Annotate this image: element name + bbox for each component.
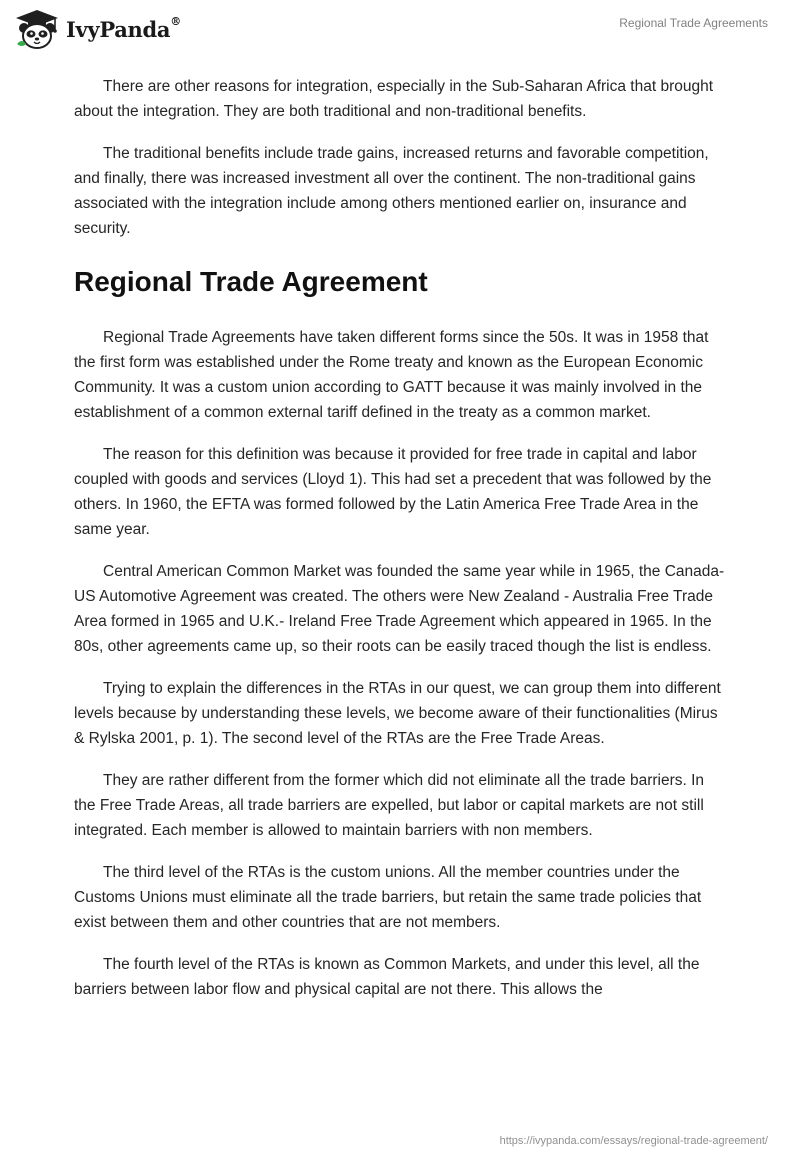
document-title: Regional Trade Agreements [619,16,768,30]
panda-graduate-icon [14,8,60,50]
paragraph: The reason for this definition was because it provided for free trade in capital and labor coupled with goods and services (Lloyd 1). This had set a precedent that was followed by the others. In 1960, the EFTA was formed followed by the Latin America Free Trade Area in the same year. [74,446,712,538]
paragraph: They are rather different from the former which did not eliminate all the trade barriers. In the Free Trade Areas, all trade barriers are expelled, but labor or capital markets are not still integrated. Each member is allowed to maintain barriers with non members. [74,772,705,839]
paragraph: Trying to explain the differences in the RTAs in our quest, we can group them into different levels because by understanding these levels, we become aware of their functionalities (Mirus & Rylska 2001, p. 1). The second level of the RTAs are the Free Trade Areas. [74,680,721,747]
paragraph: Central American Common Market was founded the same year while in 1965, the Canada-US Automotive Agreement was created. The others were New Zealand - Australia Free Trade Area formed in 1965 and U.K.- Ireland Free Trade Agreement which appeared in 1965. In the 80s, other agreements came up, so their roots can be easily traced though the list is endless. [74,563,725,655]
paragraph: The fourth level of the RTAs is known as Common Markets, and under this level, all the barriers between labor flow and physical capital are not there. This allows the [74,956,700,998]
paragraph: The traditional benefits include trade gains, increased returns and favorable competition, and finally, there was increased investment all over the continent. The non-traditional gains associated with the integration include among others mentioned earlier on, insurance and security. [74,145,709,237]
logo[interactable] [14,8,181,50]
section-heading: Regional Trade Agreement [74,266,428,297]
paragraph: Regional Trade Agreements have taken different forms since the 50s. It was in 1958 that the first form was established under the Rome treaty and known as the European Economic Community. It was a custom union according to GATT because it was mainly involved in the establishment of a common external tariff defined in the treaty as a common market. [74,329,709,421]
article-body [74,74,726,1019]
paragraph: The third level of the RTAs is the custom unions. All the member countries under the Customs Unions must eliminate all the trade barriers, but retain the same trade policies that exist between them and other countries that are not members. [74,864,702,931]
paragraph: There are other reasons for integration, especially in the Sub-Saharan Africa that brought about the integration. They are both traditional and non-traditional benefits. [74,78,714,120]
registered-mark: ® [170,14,181,28]
page-header [0,0,800,60]
source-url[interactable]: https://ivypanda.com/essays/regional-trade-agreement/ [499,1135,768,1147]
logo-wordmark: IvyPanda® [66,14,181,42]
